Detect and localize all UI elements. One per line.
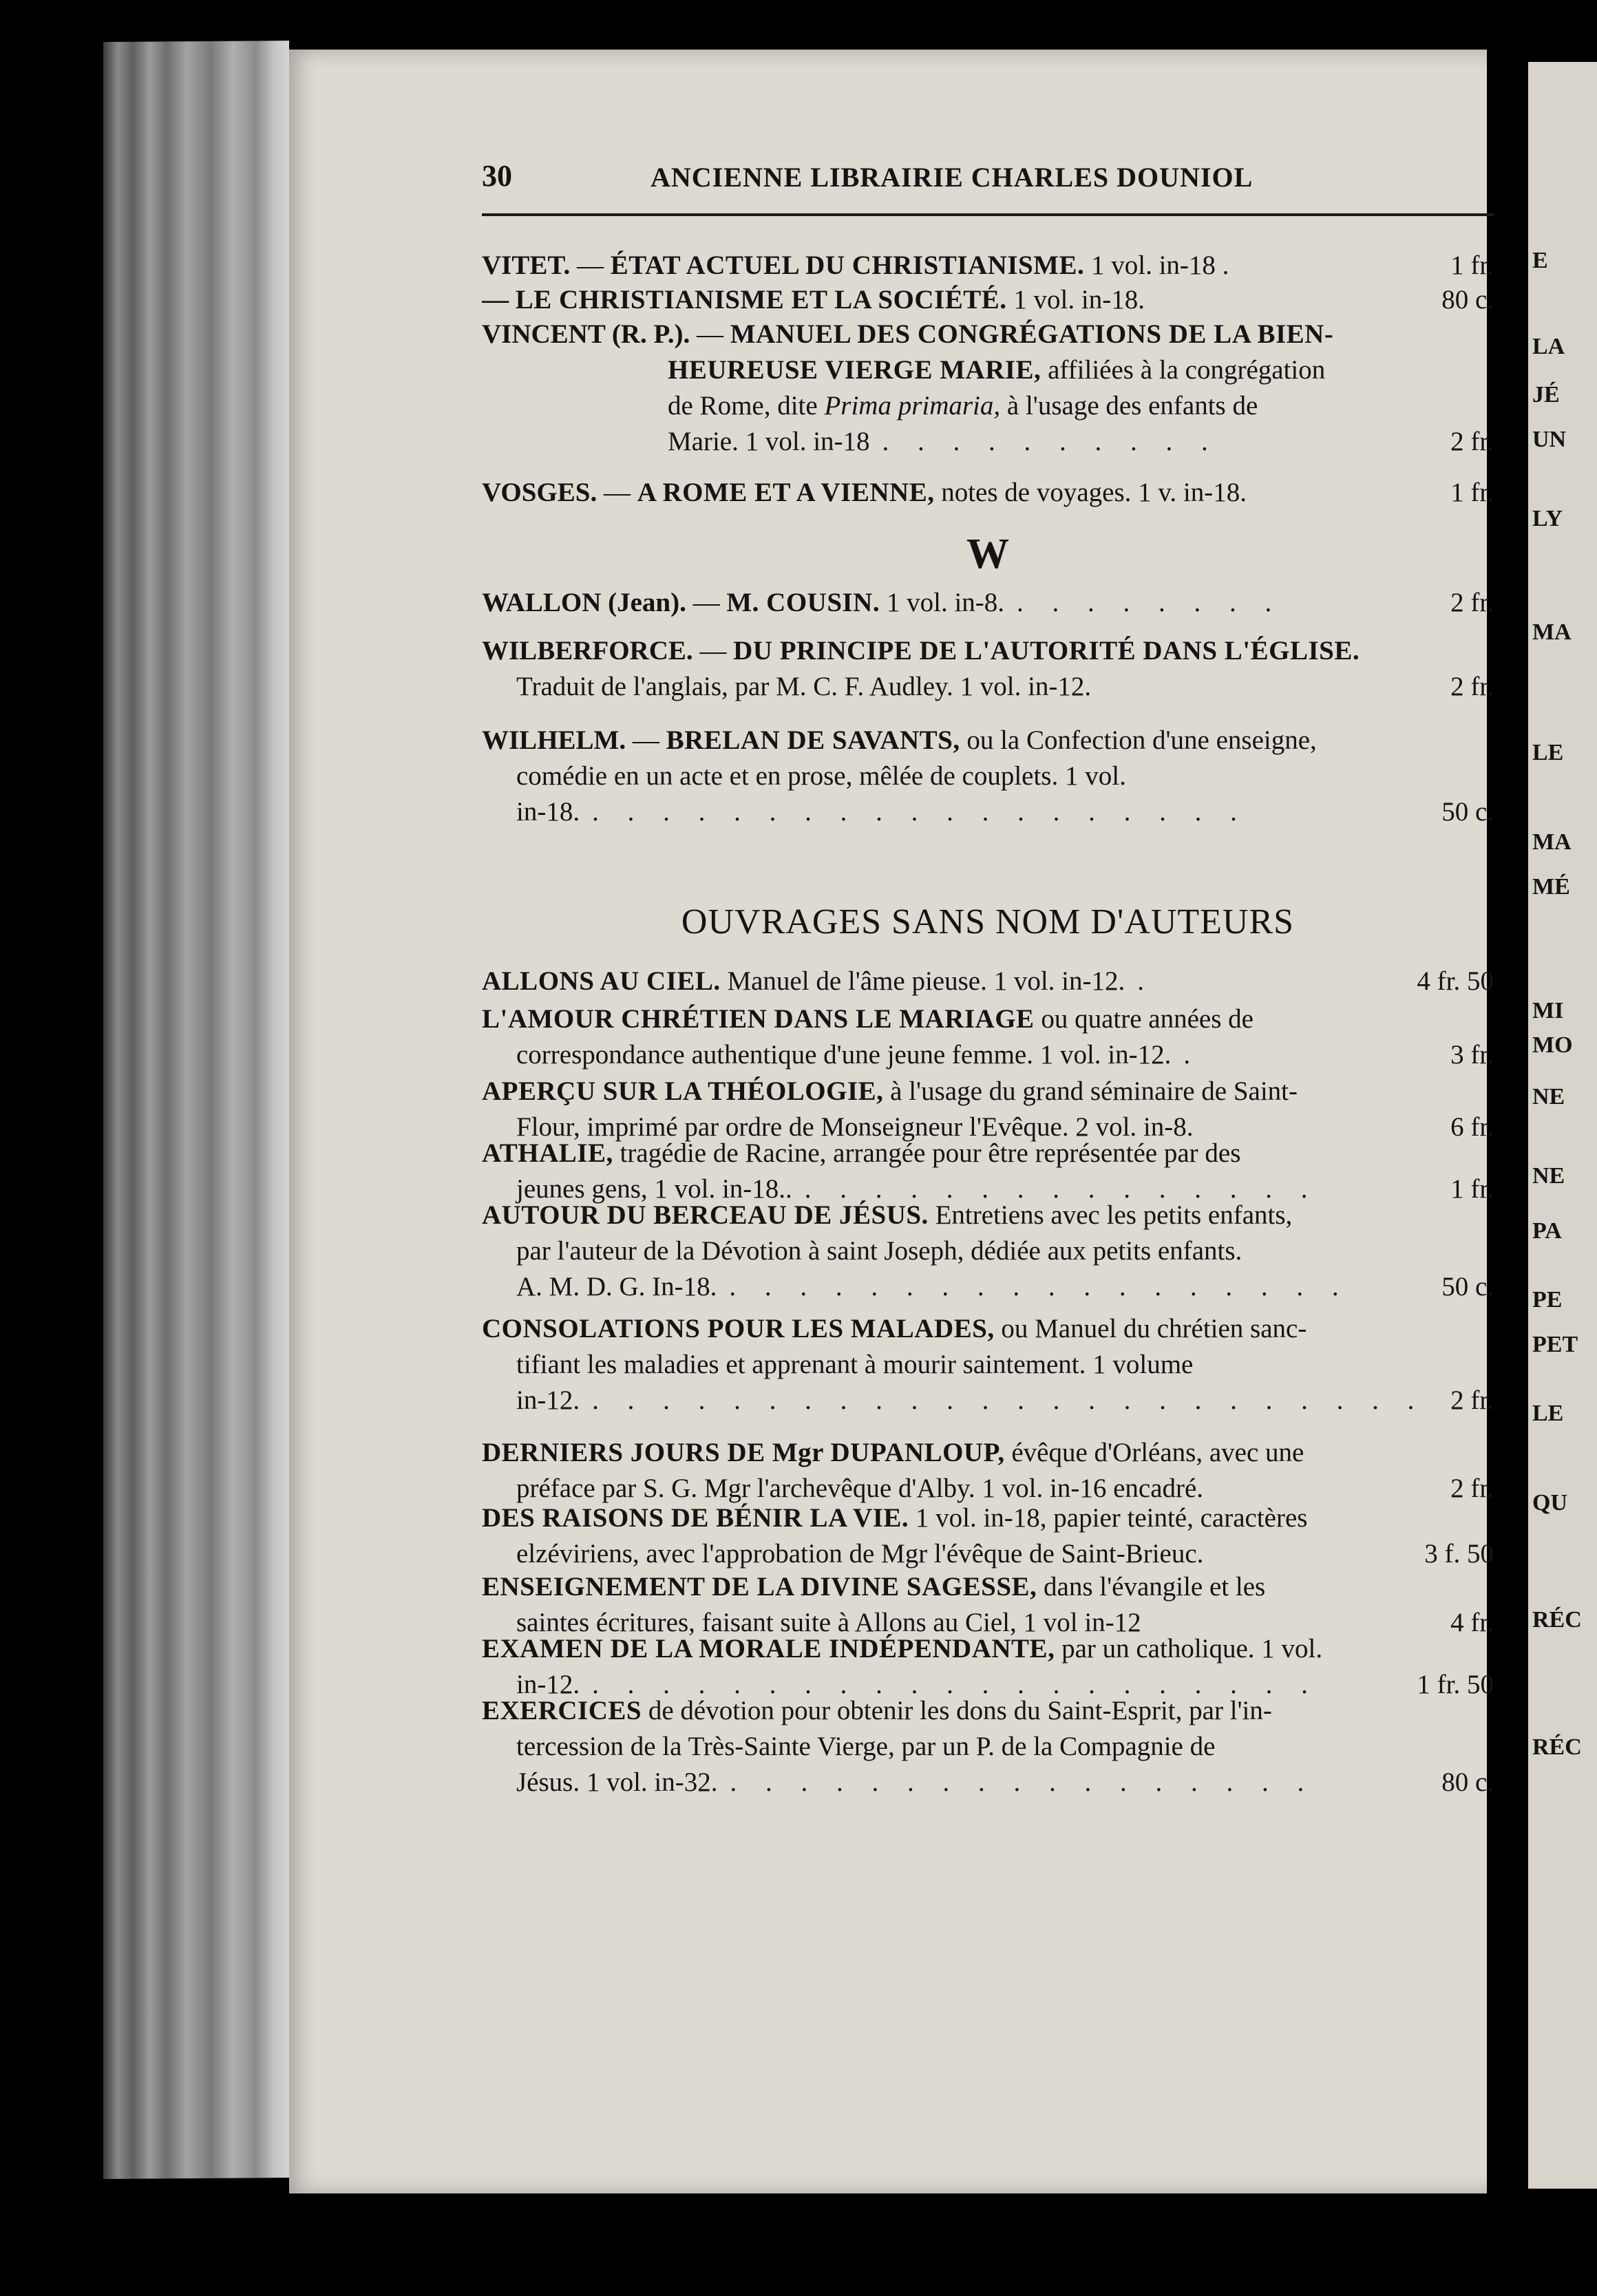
facing-page-fragment: QU bbox=[1532, 1490, 1567, 1516]
entry-text: 1 vol. in-18. bbox=[1006, 285, 1145, 315]
entry-price: 4 fr. bbox=[1450, 1608, 1494, 1637]
entry-line bbox=[482, 1136, 1494, 1171]
leader-dots: . . . . . . . . . . bbox=[882, 427, 1219, 456]
entry-text: Jésus. 1 vol. in-32. bbox=[516, 1767, 718, 1797]
entry-line bbox=[482, 388, 1494, 424]
entry-text: affiliées à la congrégation bbox=[1041, 355, 1326, 385]
entry-author: VITET. bbox=[482, 251, 571, 280]
section-heading-w: W bbox=[966, 531, 1009, 577]
entry-separator: — bbox=[626, 725, 666, 755]
entry-price: 4 fr. 50 bbox=[1417, 966, 1494, 996]
entry-title: EXERCICES bbox=[482, 1696, 642, 1725]
entry-separator: — bbox=[692, 636, 734, 666]
running-header bbox=[482, 158, 1494, 193]
entry-line bbox=[482, 964, 1494, 999]
entry-text: 1 vol. in-8. bbox=[880, 588, 1005, 617]
facing-page-fragment: LE bbox=[1532, 1401, 1564, 1426]
leader-dots: . . . . . . . . . . . . . . . . . . . . . bbox=[592, 1670, 1319, 1699]
entry-text: à l'usage du grand séminaire de Saint- bbox=[883, 1076, 1298, 1106]
entry-author: — bbox=[482, 285, 509, 315]
entry-line bbox=[482, 1269, 1494, 1305]
entry-title: DERNIERS JOURS DE Mgr DUPANLOUP, bbox=[482, 1438, 1005, 1467]
entry-separator: — bbox=[570, 251, 611, 280]
entry-text: A. M. D. G. In-18. bbox=[516, 1272, 717, 1301]
entry-line bbox=[482, 1729, 1494, 1765]
facing-page-fragment: MÉ bbox=[1532, 874, 1570, 900]
entry-line bbox=[482, 1347, 1494, 1383]
facing-page-fragment: MA bbox=[1532, 829, 1572, 855]
entry-line bbox=[482, 475, 1494, 511]
entry-line bbox=[482, 1536, 1494, 1572]
entry-line bbox=[482, 248, 1494, 284]
entry-title: ALLONS AU CIEL. bbox=[482, 966, 721, 996]
entry-text: Flour, imprimé par ordre de Monseigneur l'Evêque. 2 vol. in-8. bbox=[516, 1112, 1194, 1142]
entry-title: HEUREUSE VIERGE MARIE, bbox=[668, 355, 1041, 385]
entry-text: évêque d'Orléans, avec une bbox=[1004, 1438, 1304, 1467]
entry-price: 2 fr. bbox=[1450, 672, 1494, 701]
section-heading-anonymous: OUVRAGES SANS NOM D'AUTEURS bbox=[681, 902, 1295, 942]
entry-separator: — bbox=[686, 588, 727, 617]
entry-title: DES RAISONS DE BÉNIR LA VIE. bbox=[482, 1503, 909, 1533]
entry-line bbox=[482, 1569, 1494, 1605]
entry-line bbox=[482, 317, 1494, 352]
leader-dots: . . . . . . . . . . . . . . . . . bbox=[730, 1767, 1315, 1797]
facing-page-fragment: LE bbox=[1532, 740, 1564, 765]
leader-dots: . . . . . . . . bbox=[1017, 588, 1283, 617]
catalogue-entry bbox=[482, 585, 1494, 621]
entry-line bbox=[482, 1074, 1494, 1109]
facing-page-fragment: MA bbox=[1532, 619, 1572, 645]
entry-price: 6 fr. bbox=[1450, 1112, 1494, 1142]
entry-title: APERÇU SUR LA THÉOLOGIE, bbox=[482, 1076, 884, 1106]
catalogue-entry bbox=[482, 1074, 1494, 1145]
entry-separator: — bbox=[597, 478, 637, 507]
catalogue-entry bbox=[482, 1631, 1494, 1703]
entry-price: 1 fr. bbox=[1450, 478, 1494, 507]
facing-page-fragment: PET bbox=[1532, 1332, 1578, 1357]
entry-line bbox=[482, 1037, 1494, 1073]
book-edge bbox=[103, 41, 289, 2179]
entry-line bbox=[482, 758, 1494, 794]
entry-line bbox=[482, 723, 1494, 758]
entry-price: 2 fr. bbox=[1450, 427, 1494, 456]
leader-dots: . . . . . . . . . . . . . . . . . . . bbox=[592, 797, 1248, 827]
catalogue-entry bbox=[482, 633, 1494, 705]
entry-price: 50 c. bbox=[1441, 1272, 1494, 1301]
entry-text: par l'auteur de la Dévotion à saint Joseph, dédiée aux petits enfants. bbox=[516, 1236, 1242, 1266]
entry-text: par un catholique. 1 vol. bbox=[1055, 1634, 1323, 1663]
entry-title: A ROME ET A VIENNE, bbox=[637, 478, 935, 507]
entry-text: in-18. bbox=[516, 797, 580, 827]
catalogue-entry bbox=[482, 1569, 1494, 1641]
entry-text: notes de voyages. 1 v. in-18. bbox=[934, 478, 1247, 507]
entry-title: ATHALIE, bbox=[482, 1138, 613, 1168]
facing-page-fragment: PE bbox=[1532, 1287, 1563, 1312]
entry-price: 1 fr. bbox=[1450, 1174, 1494, 1204]
entry-title: CONSOLATIONS POUR LES MALADES, bbox=[482, 1314, 995, 1343]
entry-title: ÉTAT ACTUEL DU CHRISTIANISME. bbox=[610, 251, 1085, 280]
catalogue-entry bbox=[482, 964, 1494, 999]
entry-line bbox=[482, 282, 1494, 318]
entry-text: comédie en un acte et en prose, mêlée de couplets. 1 vol. bbox=[516, 761, 1126, 791]
entry-author: WILBERFORCE. bbox=[482, 636, 693, 666]
entry-line bbox=[482, 669, 1494, 705]
entry-text: 1 vol. in-18 . bbox=[1084, 251, 1229, 280]
entry-line bbox=[482, 1001, 1494, 1037]
catalogue-entry bbox=[482, 1500, 1494, 1572]
entry-line bbox=[482, 1500, 1494, 1536]
entry-line bbox=[482, 633, 1494, 669]
catalogue-entry bbox=[482, 282, 1494, 318]
entry-text: in-12. bbox=[516, 1385, 580, 1415]
entry-text: Entretiens avec les petits enfants, bbox=[928, 1200, 1293, 1230]
facing-page-fragment: UN bbox=[1532, 427, 1567, 452]
facing-page-fragment: MI bbox=[1532, 998, 1564, 1023]
catalogue-entry bbox=[482, 1311, 1494, 1418]
entry-text: correspondance authentique d'une jeune femme. 1 vol. in-12. bbox=[516, 1040, 1172, 1070]
catalogue-entry bbox=[482, 1001, 1494, 1073]
entry-text: ou la Confection d'une enseigne, bbox=[960, 725, 1317, 755]
header-rule bbox=[482, 213, 1494, 216]
facing-page-fragment: E bbox=[1532, 248, 1548, 273]
entry-text: elzéviriens, avec l'approbation de Mgr l'évêque de Saint-Brieuc. bbox=[516, 1539, 1204, 1569]
facing-page-fragment: MO bbox=[1532, 1032, 1573, 1058]
entry-price: 80 c. bbox=[1441, 1767, 1494, 1797]
entry-line bbox=[482, 794, 1494, 830]
entry-line bbox=[482, 1383, 1494, 1418]
entry-text: Marie. 1 vol. in-18 bbox=[668, 427, 870, 456]
entry-author: WILHELM. bbox=[482, 725, 626, 755]
entry-text: in-12. bbox=[516, 1670, 580, 1699]
entry-title: BRELAN DE SAVANTS, bbox=[666, 725, 960, 755]
entry-text: tercession de la Très-Sainte Vierge, par un P. de la Compagnie de bbox=[516, 1732, 1216, 1761]
entry-title: ENSEIGNEMENT DE LA DIVINE SAGESSE, bbox=[482, 1572, 1037, 1602]
entry-title: EXAMEN DE LA MORALE INDÉPENDANTE, bbox=[482, 1634, 1055, 1663]
entry-price: 1 fr. 50 bbox=[1417, 1670, 1494, 1699]
entry-price: 2 fr. bbox=[1450, 1474, 1494, 1503]
leader-dots: . . . . . . . . . . . . . . . . . . bbox=[729, 1272, 1350, 1301]
entry-title: DU PRINCIPE DE L'AUTORITÉ DANS L'ÉGLISE. bbox=[733, 636, 1360, 666]
leader-dots: . bbox=[1183, 1040, 1202, 1070]
facing-page-fragment: PA bbox=[1532, 1218, 1562, 1244]
catalogue-entry bbox=[482, 1693, 1494, 1800]
entry-text: dans l'évangile et les bbox=[1037, 1572, 1266, 1602]
entry-text: Traduit de l'anglais, par M. C. F. Audley. 1 vol. in-12. bbox=[516, 672, 1092, 701]
catalogue-entry bbox=[482, 1198, 1494, 1305]
facing-page-fragment: NE bbox=[1532, 1163, 1565, 1189]
entry-separator bbox=[509, 285, 516, 315]
entry-text: Manuel de l'âme pieuse. 1 vol. in-12. bbox=[720, 966, 1125, 996]
entry-title: MANUEL DES CONGRÉGATIONS DE LA BIEN- bbox=[730, 319, 1334, 349]
entry-author: VINCENT (R. P.). bbox=[482, 319, 690, 349]
leader-dots: . bbox=[1137, 966, 1155, 996]
entry-text: tifiant les maladies et apprenant à mourir saintement. 1 volume bbox=[516, 1350, 1194, 1379]
entry-italic: Prima primaria, bbox=[824, 391, 1001, 421]
leader-dots: . . . . . . . . . . . . . . . . . . . . . . . . bbox=[592, 1385, 1426, 1415]
entry-text: de dévotion pour obtenir les dons du Saint-Esprit, par l'in- bbox=[642, 1696, 1272, 1725]
entry-text: de Rome, dite bbox=[668, 391, 825, 421]
entry-price: 3 fr. bbox=[1450, 1040, 1494, 1070]
facing-page-fragment: RÉC bbox=[1532, 1607, 1582, 1633]
leader-dots: . . . . . . . . . . . . . . . bbox=[804, 1174, 1319, 1204]
entry-title: LE CHRISTIANISME ET LA SOCIÉTÉ. bbox=[515, 285, 1007, 315]
catalogue-entry bbox=[482, 1136, 1494, 1207]
entry-line bbox=[482, 1765, 1494, 1800]
facing-page-fragment: RÉC bbox=[1532, 1734, 1582, 1760]
entry-price: 2 fr. bbox=[1450, 1385, 1494, 1415]
entry-text: à l'usage des enfants de bbox=[1000, 391, 1258, 421]
entry-price: 80 c. bbox=[1441, 285, 1494, 315]
entry-line bbox=[482, 352, 1494, 388]
entry-line bbox=[482, 424, 1494, 460]
entry-line bbox=[482, 1435, 1494, 1471]
facing-page bbox=[1528, 62, 1597, 2189]
entry-separator: — bbox=[690, 319, 730, 349]
facing-page-fragment: LY bbox=[1532, 506, 1563, 531]
page-number: 30 bbox=[482, 159, 512, 193]
facing-page-fragment: LA bbox=[1532, 334, 1565, 359]
entry-line bbox=[482, 585, 1494, 621]
entry-text: ou Manuel du chrétien sanc- bbox=[994, 1314, 1307, 1343]
entry-text: tragédie de Racine, arrangée pour être représentée par des bbox=[613, 1138, 1241, 1168]
entry-title: L'AMOUR CHRÉTIEN DANS LE MARIAGE bbox=[482, 1004, 1035, 1034]
catalogue-entry bbox=[482, 1435, 1494, 1507]
entry-text: ou quatre années de bbox=[1034, 1004, 1254, 1034]
facing-page-fragment: JÉ bbox=[1532, 382, 1560, 407]
entry-author: WALLON (Jean). bbox=[482, 588, 686, 617]
catalogue-entry bbox=[482, 248, 1494, 284]
entry-title: AUTOUR DU BERCEAU DE JÉSUS. bbox=[482, 1200, 929, 1230]
entry-price: 3 f. 50 bbox=[1424, 1539, 1494, 1569]
entry-text: jeunes gens, 1 vol. in-18.. bbox=[516, 1174, 792, 1204]
catalogue-entry bbox=[482, 723, 1494, 830]
entry-author: VOSGES. bbox=[482, 478, 597, 507]
entry-line bbox=[482, 1693, 1494, 1729]
entry-price: 2 fr. bbox=[1450, 588, 1494, 617]
entry-price: 1 fr. bbox=[1450, 251, 1494, 280]
entry-price: 50 c. bbox=[1441, 797, 1494, 827]
catalogue-entry bbox=[482, 317, 1494, 460]
entry-line bbox=[482, 1631, 1494, 1667]
catalogue-entry bbox=[482, 475, 1494, 511]
entry-line bbox=[482, 1198, 1494, 1233]
entry-text: préface par S. G. Mgr l'archevêque d'Alby. 1 vol. in-16 encadré. bbox=[516, 1474, 1204, 1503]
entry-line bbox=[482, 1233, 1494, 1269]
facing-page-fragment: NE bbox=[1532, 1084, 1565, 1109]
entry-text: saintes écritures, faisant suite à Allons au Ciel, 1 vol in-12 bbox=[516, 1608, 1141, 1637]
entry-line bbox=[482, 1311, 1494, 1347]
header-title: ANCIENNE LIBRAIRIE CHARLES DOUNIOL bbox=[651, 162, 1254, 193]
entry-title: M. COUSIN. bbox=[726, 588, 880, 617]
entry-text: 1 vol. in-18, papier teinté, caractères bbox=[909, 1503, 1308, 1533]
